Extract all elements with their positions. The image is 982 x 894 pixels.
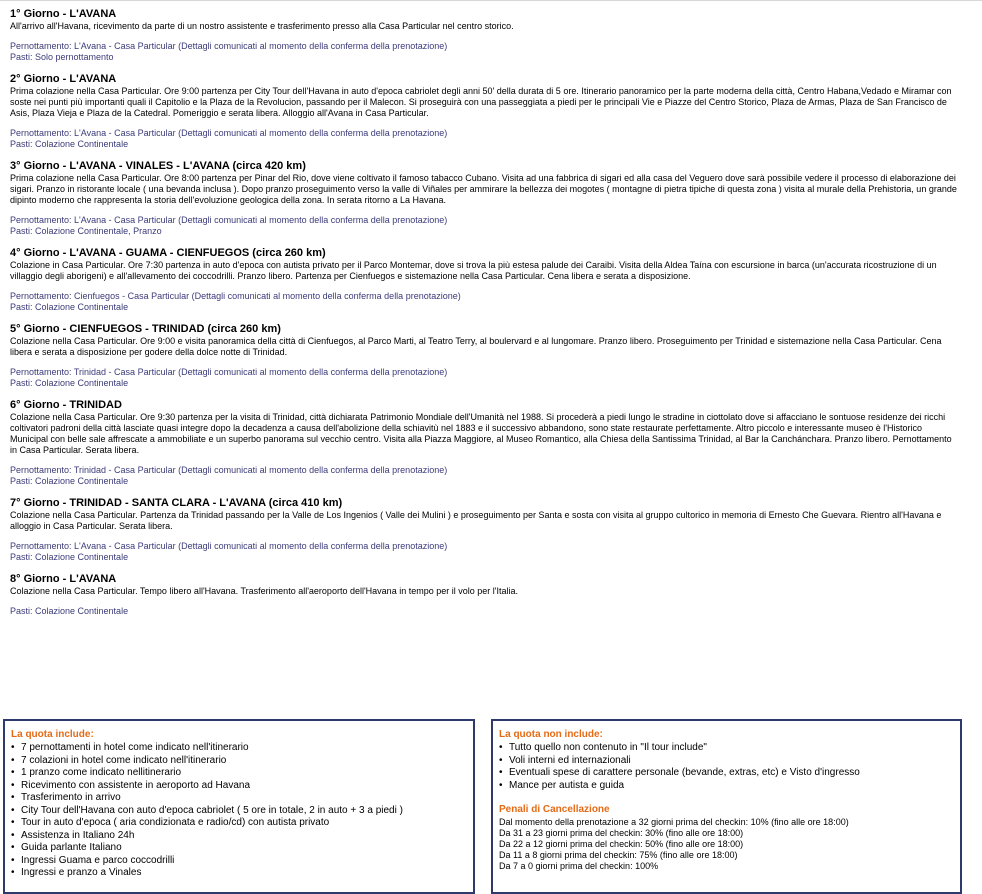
excludes-title: La quota non include: [499, 729, 603, 740]
day-description: Colazione nella Casa Particular. Tempo libero all'Havana. Trasferimento all'aeroporto dell'Havana in tempo per il volo per l'Italia. [10, 586, 518, 596]
includes-box [3, 719, 475, 894]
day-7 [10, 497, 960, 563]
day-description: Colazione nella Casa Particular. Ore 9:00 e visita panoramica della città di Cienfuegos, al Parco Marti, al Teatro Terry, al boulervard e al lungomare. Pranzo libero. Proseguimento per Trinidad e sistemazione nella Casa Particular. Cena libera e serata a disposizione per godere della dolce notte di Trinidad. [10, 336, 942, 357]
meals-info: Pasti: Colazione Continentale [10, 139, 129, 149]
penalty-line: Da 22 a 12 giorni prima del checkin: 50% (fino alle ore 18:00) [499, 839, 744, 849]
meals-info: Pasti: Colazione Continentale [10, 606, 129, 616]
day-3 [10, 160, 960, 237]
day-2 [10, 73, 960, 150]
itinerary [10, 8, 960, 627]
day-title: 2° Giorno - L'AVANA [10, 73, 117, 85]
list-item: • Tutto quello non contenuto in "Il tour include" [499, 742, 954, 755]
list-item: • Trasferimento in arrivo [11, 792, 467, 805]
includes-title: La quota include: [11, 729, 94, 740]
list-item: • Tour in auto d'epoca ( aria condizionata e radio/cd) con autista privato [11, 817, 467, 830]
day-5 [10, 323, 960, 389]
day-title: 6° Giorno - TRINIDAD [10, 399, 122, 411]
meals-info: Pasti: Colazione Continentale [10, 378, 129, 388]
day-title: 5° Giorno - CIENFUEGOS - TRINIDAD (circa 260 km) [10, 323, 281, 335]
includes-list [11, 742, 467, 880]
list-item: • Guida parlante Italiano [11, 842, 467, 855]
overnight-info: Pernottamento: L'Avana - Casa Particular (Dettagli comunicati al momento della conferma della prenotazione) [10, 41, 448, 51]
overnight-info: Pernottamento: Trinidad - Casa Particular (Dettagli comunicati al momento della conferma della prenotazione) [10, 465, 448, 475]
day-description: Colazione in Casa Particular. Ore 7:30 partenza in auto d'epoca con autista privato per il Parco Montemar, dove si trova la più estesa palude dei Caraibi. Visita della Aldea Taína con escursione in barca (un'accurata ricostruzione di un villaggio degli aborigeni) e all'allevamento dei coccodrilli. Pranzo libero. Partenza per Cienfuegos e sistemazione nella Casa Particular. Cena libera e serata a disposizione. [10, 260, 937, 281]
penalty-line: Da 11 a 8 giorni prima del checkin: 75% (fino alle ore 18:00) [499, 850, 738, 860]
day-description: Colazione nella Casa Particular. Partenza da Trinidad passando per la Valle de Los Ingenios ( Valle dei Mulini ) e proseguimento per Santa e sosta con visita al gruppo cultorico in memoria di Ernesto Che Guevara. Rientro all'Havana e alloggio in Casa Particular. Serata libera. [10, 510, 942, 531]
list-item: • 1 pranzo come indicato nellitinerario [11, 767, 467, 780]
day-4 [10, 247, 960, 313]
overnight-info: Pernottamento: L'Avana - Casa Particular (Dettagli comunicati al momento della conferma della prenotazione) [10, 541, 448, 551]
list-item: • Eventuali spese di carattere personale (bevande, extras, etc) e Visto d'ingresso [499, 767, 954, 780]
day-8 [10, 573, 960, 617]
day-title: 7° Giorno - TRINIDAD - SANTA CLARA - L'AVANA (circa 410 km) [10, 497, 343, 509]
excludes-box [491, 719, 962, 894]
meals-info: Pasti: Colazione Continentale, Pranzo [10, 226, 162, 236]
day-1 [10, 8, 960, 63]
day-title: 3° Giorno - L'AVANA - VINALES - L'AVANA (circa 420 km) [10, 160, 306, 172]
top-divider [0, 0, 982, 1]
penalty-line: Da 31 a 23 giorni prima del checkin: 30% (fino alle ore 18:00) [499, 828, 744, 838]
day-6 [10, 399, 960, 487]
list-item: • Voli interni ed internazionali [499, 755, 954, 768]
excludes-list [499, 742, 954, 792]
penalty-line: Dal momento della prenotazione a 32 giorni prima del checkin: 10% (fino alle ore 18:00) [499, 817, 849, 827]
meals-info: Pasti: Colazione Continentale [10, 476, 129, 486]
overnight-info: Pernottamento: L'Avana - Casa Particular (Dettagli comunicati al momento della conferma della prenotazione) [10, 215, 448, 225]
penalty-line: Da 7 a 0 giorni prima del checkin: 100% [499, 861, 659, 871]
penalties-title: Penali di Cancellazione [499, 804, 610, 815]
cancellation-penalties [499, 804, 954, 872]
list-item: • 7 pernottamenti in hotel come indicato nell'itinerario [11, 742, 467, 755]
list-item: • City Tour dell'Havana con auto d'epoca cabriolet ( 5 ore in totale, 2 in auto + 3 a piedi ) [11, 805, 467, 818]
day-title: 1° Giorno - L'AVANA [10, 8, 117, 20]
day-description: Prima colazione nella Casa Particular. Ore 9:00 partenza per City Tour dell'Havana in auto d'epoca cabriolet degli anni 50' della durata di 5 ore. Itinerario panoramico per la parte moderna della città, Centro Habana,Vedado e Miramar con soste nei punti più importanti quali il Capitolio e la Plaza de la Revolucion, passando per il Malecon. Si proseguirà con una passeggiata a piedi per le principali Vie e Piazze del Centro Storico, Plaza de Armas, Plaza de San Francisco de Asis, Plaza Vieja e Plaza de la Catedral. Pomeriggio e serata libera. Alloggio all'Avana in Casa Particular. [10, 86, 952, 118]
list-item: • Ingressi Guama e parco coccodrilli [11, 855, 467, 868]
overnight-info: Pernottamento: Cienfuegos - Casa Particular (Dettagli comunicati al momento della conferma della prenotazione) [10, 291, 461, 301]
list-item: • Ricevimento con assistente in aeroporto ad Havana [11, 780, 467, 793]
day-description: All'arrivo all'Havana, ricevimento da parte di un nostro assistente e trasferimento presso alla Casa Particular nel centro storico. [10, 21, 514, 31]
meals-info: Pasti: Colazione Continentale [10, 552, 129, 562]
day-description: Colazione nella Casa Particular. Ore 9:30 partenza per la visita di Trinidad, città dichiarata Patrimonio Mondiale dell'Umanità nel 1988. Si procederà a piedi lungo le stradine in ciottolato dove si affacciano le sontuose residenze dei ricchi coltivatori padroni della città lasciate quasi integre dopo la decadenza a causa dell'abolizione della schiavitù nel 1883 e il successivo abbandono, sono state restaurate perfettamente. Altro piccolo e interessante museo è l'Historico Municipal con belle sale affrescate a ammobiliate e un superbo panorama sul vecchio centro. Visita alla Piazza Maggiore, al Museo Romantico, alla Chiesa della Santissima Trinidad, al Bar la Canchánchara. Pranzo libero. Pernottamento in Casa Particular. Serata libera. [10, 412, 952, 455]
overnight-info: Pernottamento: Trinidad - Casa Particular (Dettagli comunicati al momento della conferma della prenotazione) [10, 367, 448, 377]
list-item: • Ingressi e pranzo a Vinales [11, 867, 467, 880]
meals-info: Pasti: Solo pernottamento [10, 52, 114, 62]
overnight-info: Pernottamento: L'Avana - Casa Particular (Dettagli comunicati al momento della conferma della prenotazione) [10, 128, 448, 138]
day-title: 4° Giorno - L'AVANA - GUAMA - CIENFUEGOS (circa 260 km) [10, 247, 326, 259]
day-title: 8° Giorno - L'AVANA [10, 573, 117, 585]
list-item: • 7 colazioni in hotel come indicato nell'itinerario [11, 755, 467, 768]
list-item: • Mance per autista e guida [499, 780, 954, 793]
list-item: • Assistenza in Italiano 24h [11, 830, 467, 843]
day-description: Prima colazione nella Casa Particular. Ore 8:00 partenza per Pinar del Rio, dove viene coltivato il famoso tabacco Cubano. Visita ad una fabbrica di sigari ed alla casa del Veguero dove sarà possibile vedere il processo di elaborazione dei sigari. Pranzo in ristorante locale ( una bevanda inclusa ). Dopo pranzo proseguimento verso la valle di Viñales per ammirare la bellezza dei mogotes ( montagne di pietra tipiche di questa zona ) visita al murale della Prehistoria, un grande dipinto moderno che rappresenta la storia dell'evoluzione geologica della zona. In serata ritorno a La Havana. [10, 173, 957, 205]
meals-info: Pasti: Colazione Continentale [10, 302, 129, 312]
